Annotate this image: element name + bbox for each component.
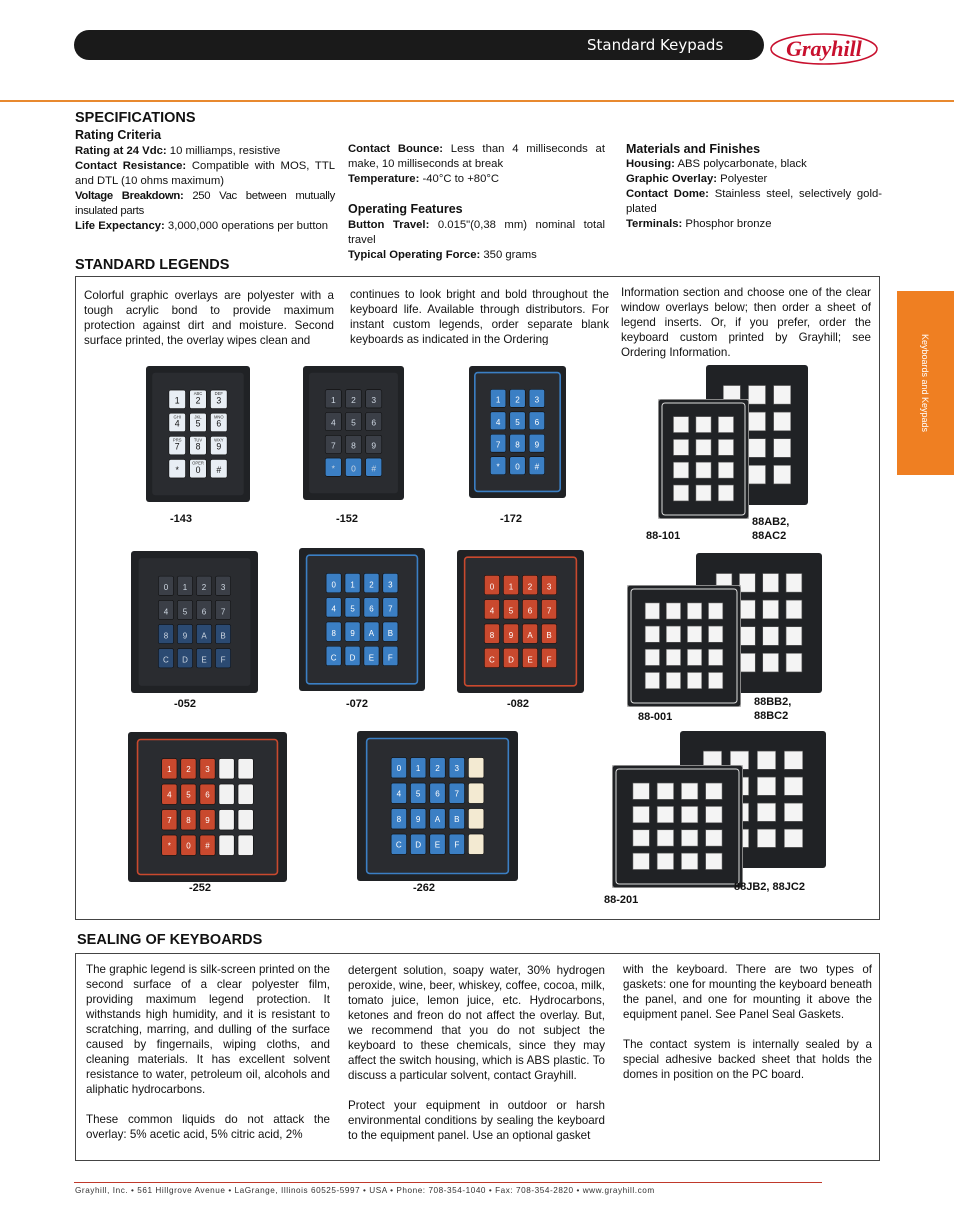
svg-text:5: 5 bbox=[515, 417, 520, 427]
svg-text:4: 4 bbox=[489, 606, 495, 616]
svg-text:8: 8 bbox=[195, 441, 201, 452]
specifications-heading: SPECIFICATIONS bbox=[75, 110, 196, 126]
svg-text:6: 6 bbox=[527, 606, 533, 616]
svg-text:9: 9 bbox=[182, 631, 188, 641]
svg-text:9: 9 bbox=[350, 629, 355, 639]
svg-text:7: 7 bbox=[454, 789, 460, 799]
keypad-88-101-image bbox=[658, 399, 749, 519]
spec-col-3: Housing: ABS polycarbonate, black Graphic Overlay: Polyester Contact Dome: Stainless steel, selectively gold- plated Terminals: Phosphor bronze bbox=[626, 158, 883, 230]
svg-text:8: 8 bbox=[489, 631, 495, 641]
svg-text:2: 2 bbox=[515, 395, 520, 405]
sealing-text-3: with the keyboard. There are two types of gaskets: one for mounting the keyboard beneath the panel, and one for mounting it above the equipment panel. See Panel Seal Gaskets. The contact system is internally sealed by a special adhesive backed sheet that holds the domes in position on the PC board. bbox=[623, 963, 872, 1081]
svg-text:8: 8 bbox=[396, 814, 402, 824]
svg-text:C: C bbox=[395, 840, 402, 850]
keypad-072-image bbox=[299, 548, 425, 691]
svg-text:9: 9 bbox=[508, 631, 514, 641]
svg-text:F: F bbox=[220, 655, 226, 665]
svg-text:7: 7 bbox=[220, 607, 226, 617]
svg-text:6: 6 bbox=[371, 417, 377, 428]
header-rule bbox=[0, 100, 954, 102]
svg-text:#: # bbox=[205, 841, 210, 851]
section-side-tab[interactable]: Keyboards and Keypads bbox=[897, 291, 954, 475]
svg-text:F: F bbox=[546, 655, 552, 665]
svg-text:#: # bbox=[216, 464, 222, 475]
svg-text:8: 8 bbox=[186, 815, 191, 825]
svg-text:4: 4 bbox=[174, 418, 180, 429]
svg-text:5: 5 bbox=[415, 789, 421, 799]
rating-criteria-heading: Rating Criteria bbox=[75, 128, 162, 142]
operating-features-heading: Operating Features bbox=[348, 202, 463, 216]
svg-text:2: 2 bbox=[195, 395, 201, 406]
sealing-heading: SEALING OF KEYBOARDS bbox=[77, 932, 263, 948]
svg-text:5: 5 bbox=[350, 604, 355, 614]
svg-text:4: 4 bbox=[167, 790, 172, 800]
svg-text:1: 1 bbox=[495, 395, 501, 405]
svg-text:0: 0 bbox=[195, 464, 201, 475]
svg-text:6: 6 bbox=[216, 418, 222, 429]
svg-text:2: 2 bbox=[186, 764, 191, 774]
caption-052: -052 bbox=[174, 698, 197, 710]
sealing-text-2: detergent solution, soapy water, 30% hydrogen peroxide, wine, beer, whiskey, coffee, cocoa, milk, tomato juice, lemon juice, etc. Hydrocarbons, ketones and freon do not affect the overlay. But, we recommend that you do not subject the keyboard to these chemicals, since they may affect the switch housing, which is ABS plastic. To discuss a particular solvent, contact Grayhill. Protect your equipment in outdoor or harsh environmental conditions by sealing the keyboard to the equipment panel. Use an optional gasket bbox=[348, 964, 605, 1142]
caption-88ab2: 88AB2, bbox=[752, 516, 790, 528]
svg-text:F: F bbox=[387, 653, 393, 663]
svg-text:7: 7 bbox=[167, 815, 172, 825]
svg-text:9: 9 bbox=[371, 440, 377, 451]
svg-text:D: D bbox=[508, 655, 514, 665]
svg-text:5: 5 bbox=[186, 790, 191, 800]
spec-col-2: Contact Bounce: Less than 4 milliseconds at make, 10 milliseconds at break Temperature: -40°C to +80°C bbox=[348, 143, 605, 185]
svg-text:9: 9 bbox=[216, 441, 222, 452]
svg-text:D: D bbox=[182, 655, 188, 665]
caption-172: -172 bbox=[500, 513, 523, 525]
keypad-172-image bbox=[469, 366, 566, 498]
svg-text:7: 7 bbox=[546, 606, 552, 616]
footer-contact: Grayhill, Inc. • 561 Hillgrove Avenue • LaGrange, Illinois 60525-5997 • USA • Phone: 708-354-1040 • Fax: 708-354-2820 • www.grayhill.com bbox=[75, 1186, 655, 1195]
caption-072: -072 bbox=[346, 698, 369, 710]
svg-text:4: 4 bbox=[331, 604, 336, 614]
svg-text:3: 3 bbox=[454, 763, 460, 773]
svg-text:2: 2 bbox=[527, 582, 533, 592]
svg-text:8: 8 bbox=[163, 631, 169, 641]
svg-text:*: * bbox=[175, 464, 179, 475]
svg-text:B: B bbox=[387, 629, 393, 639]
svg-text:0: 0 bbox=[396, 763, 402, 773]
svg-text:E: E bbox=[434, 840, 441, 850]
svg-text:2: 2 bbox=[369, 580, 374, 590]
caption-88bc2: 88BC2 bbox=[754, 710, 789, 722]
svg-text:4: 4 bbox=[495, 417, 501, 427]
svg-text:1: 1 bbox=[508, 582, 514, 592]
caption-88bb2: 88BB2, bbox=[754, 696, 792, 708]
svg-text:1: 1 bbox=[174, 395, 180, 406]
svg-text:9: 9 bbox=[415, 814, 421, 824]
svg-text:5: 5 bbox=[351, 417, 356, 428]
svg-text:6: 6 bbox=[435, 789, 440, 799]
svg-text:1: 1 bbox=[182, 583, 188, 593]
svg-text:0: 0 bbox=[489, 582, 495, 592]
keypad-252-image bbox=[128, 732, 287, 882]
svg-text:ABC: ABC bbox=[193, 391, 203, 397]
svg-text:6: 6 bbox=[201, 607, 207, 617]
caption-252: -252 bbox=[189, 882, 212, 894]
spec-col-2b: Button Travel: 0.015"(0,38 mm) nominal total travel Typical Operating Force: 350 grams bbox=[348, 219, 605, 261]
svg-text:A: A bbox=[368, 629, 375, 639]
svg-text:4: 4 bbox=[396, 789, 402, 799]
svg-text:0: 0 bbox=[515, 462, 520, 472]
svg-text:B: B bbox=[454, 814, 460, 824]
svg-text:1: 1 bbox=[167, 764, 172, 774]
svg-text:#: # bbox=[371, 463, 377, 474]
svg-text:C: C bbox=[330, 653, 337, 663]
caption-88-001: 88-001 bbox=[638, 711, 673, 723]
svg-text:C: C bbox=[163, 655, 169, 665]
svg-text:A: A bbox=[434, 814, 441, 824]
svg-text:3: 3 bbox=[388, 580, 393, 590]
grayhill-logo bbox=[768, 30, 880, 68]
svg-text:8: 8 bbox=[515, 440, 520, 450]
svg-text:5: 5 bbox=[182, 607, 188, 617]
svg-text:DEF: DEF bbox=[214, 391, 223, 397]
svg-text:2: 2 bbox=[201, 583, 207, 593]
keypad-143-image bbox=[146, 366, 250, 502]
materials-heading: Materials and Finishes bbox=[626, 142, 761, 156]
svg-text:1: 1 bbox=[330, 394, 336, 405]
keypad-88-201-image bbox=[612, 765, 743, 888]
svg-text:6: 6 bbox=[534, 417, 540, 427]
svg-text:E: E bbox=[527, 655, 533, 665]
svg-text:4: 4 bbox=[330, 417, 336, 428]
svg-text:7: 7 bbox=[495, 440, 501, 450]
svg-text:*: * bbox=[496, 462, 500, 472]
caption-262: -262 bbox=[413, 882, 436, 894]
legends-text-2: continues to look bright and bold throughout the keyboard life. Available through distributors. For instant custom legends, order separate blank keyboards as indicated in the Ordering bbox=[350, 288, 609, 345]
svg-text:3: 3 bbox=[216, 395, 222, 406]
keypad-152-image bbox=[303, 366, 404, 500]
svg-text:Grayhill: Grayhill bbox=[786, 36, 862, 61]
svg-text:0: 0 bbox=[186, 841, 191, 851]
caption-88ac2: 88AC2 bbox=[752, 530, 787, 542]
legends-text-1: Colorful graphic overlays are polyester with a tough acrylic bond to provide maximum protection against dirt and moisture. Second surface printed, the overlay wipes clean and bbox=[84, 289, 334, 347]
svg-text:TUV: TUV bbox=[193, 437, 203, 443]
svg-text:0: 0 bbox=[351, 463, 356, 474]
standard-legends-heading: STANDARD LEGENDS bbox=[75, 257, 230, 273]
svg-text:MNO: MNO bbox=[213, 414, 224, 420]
svg-text:7: 7 bbox=[174, 441, 180, 452]
svg-text:F: F bbox=[454, 840, 460, 850]
svg-text:*: * bbox=[167, 841, 171, 851]
svg-text:0: 0 bbox=[163, 583, 169, 593]
svg-text:3: 3 bbox=[546, 582, 552, 592]
keypad-082-image bbox=[457, 550, 584, 693]
svg-text:D: D bbox=[349, 653, 356, 663]
svg-text:PRS: PRS bbox=[172, 437, 182, 443]
svg-text:7: 7 bbox=[388, 604, 393, 614]
caption-143: -143 bbox=[170, 513, 193, 525]
svg-text:E: E bbox=[201, 655, 207, 665]
svg-text:WXY: WXY bbox=[214, 437, 224, 443]
svg-text:*: * bbox=[331, 463, 335, 474]
legends-text-3: Information section and choose one of the clear window overlays below; then order a sheet of legend inserts. Or, if you prefer, order the keyboard custom printed by Grayhill; see Ordering Information. bbox=[621, 286, 871, 359]
svg-text:9: 9 bbox=[205, 815, 210, 825]
svg-text:C: C bbox=[489, 655, 495, 665]
svg-text:1: 1 bbox=[415, 763, 421, 773]
svg-text:OPER: OPER bbox=[192, 460, 204, 466]
svg-text:#: # bbox=[534, 462, 540, 472]
svg-text:JKL: JKL bbox=[194, 414, 202, 420]
svg-text:E: E bbox=[368, 653, 375, 663]
keypad-262-image bbox=[357, 731, 518, 881]
svg-text:5: 5 bbox=[508, 606, 514, 616]
svg-text:1: 1 bbox=[350, 580, 355, 590]
svg-text:0: 0 bbox=[331, 580, 336, 590]
svg-text:6: 6 bbox=[369, 604, 374, 614]
svg-text:D: D bbox=[415, 840, 422, 850]
svg-text:3: 3 bbox=[205, 764, 210, 774]
svg-text:7: 7 bbox=[330, 440, 336, 451]
svg-text:5: 5 bbox=[195, 418, 201, 429]
keypad-052-image bbox=[131, 551, 258, 693]
svg-text:3: 3 bbox=[220, 583, 226, 593]
svg-text:2: 2 bbox=[351, 394, 356, 405]
caption-88jb2: 88JB2, 88JC2 bbox=[734, 881, 805, 893]
caption-082: -082 bbox=[507, 698, 530, 710]
svg-text:A: A bbox=[201, 631, 207, 641]
svg-text:4: 4 bbox=[163, 607, 169, 617]
page-title: Standard Keypads bbox=[587, 36, 724, 54]
svg-text:8: 8 bbox=[331, 629, 336, 639]
caption-88-101: 88-101 bbox=[646, 530, 681, 542]
svg-text:8: 8 bbox=[351, 440, 356, 451]
svg-text:6: 6 bbox=[205, 790, 210, 800]
svg-text:A: A bbox=[527, 631, 533, 641]
caption-88-201: 88-201 bbox=[604, 894, 639, 906]
svg-text:B: B bbox=[546, 631, 552, 641]
svg-text:9: 9 bbox=[534, 440, 540, 450]
keypad-88-001-image bbox=[627, 585, 741, 707]
sealing-text-1: The graphic legend is silk-screen printed on the second surface of a clear polyester film, providing maximum legend protection. It withstands high humidity, and it is resistant to scratching, marring, and dulling of the surface caused by fingernails, wiping cloths, and cleaning materials. It has excellent solvent resistance to water, petroleum oil, alcohols and aliphatic hydrocarbons. These common liquids do not attack the overlay: 5% acetic acid, 5% citric acid, 2% bbox=[86, 963, 330, 1141]
caption-152: -152 bbox=[336, 513, 359, 525]
svg-text:2: 2 bbox=[435, 763, 440, 773]
footer-rule bbox=[74, 1182, 822, 1183]
svg-text:3: 3 bbox=[534, 395, 540, 405]
spec-col-1: Rating at 24 Vdc: 10 milliamps, resistive Contact Resistance: Compatible with MOS, TTL and DTL (10 ohms maximum) Voltage Breakdown: 250 Vac between mutually insulated parts Life Expectancy: 3,000,000 operations per button bbox=[75, 145, 335, 232]
svg-text:GHI: GHI bbox=[173, 414, 181, 420]
svg-text:3: 3 bbox=[371, 394, 377, 405]
svg-text:B: B bbox=[220, 631, 226, 641]
